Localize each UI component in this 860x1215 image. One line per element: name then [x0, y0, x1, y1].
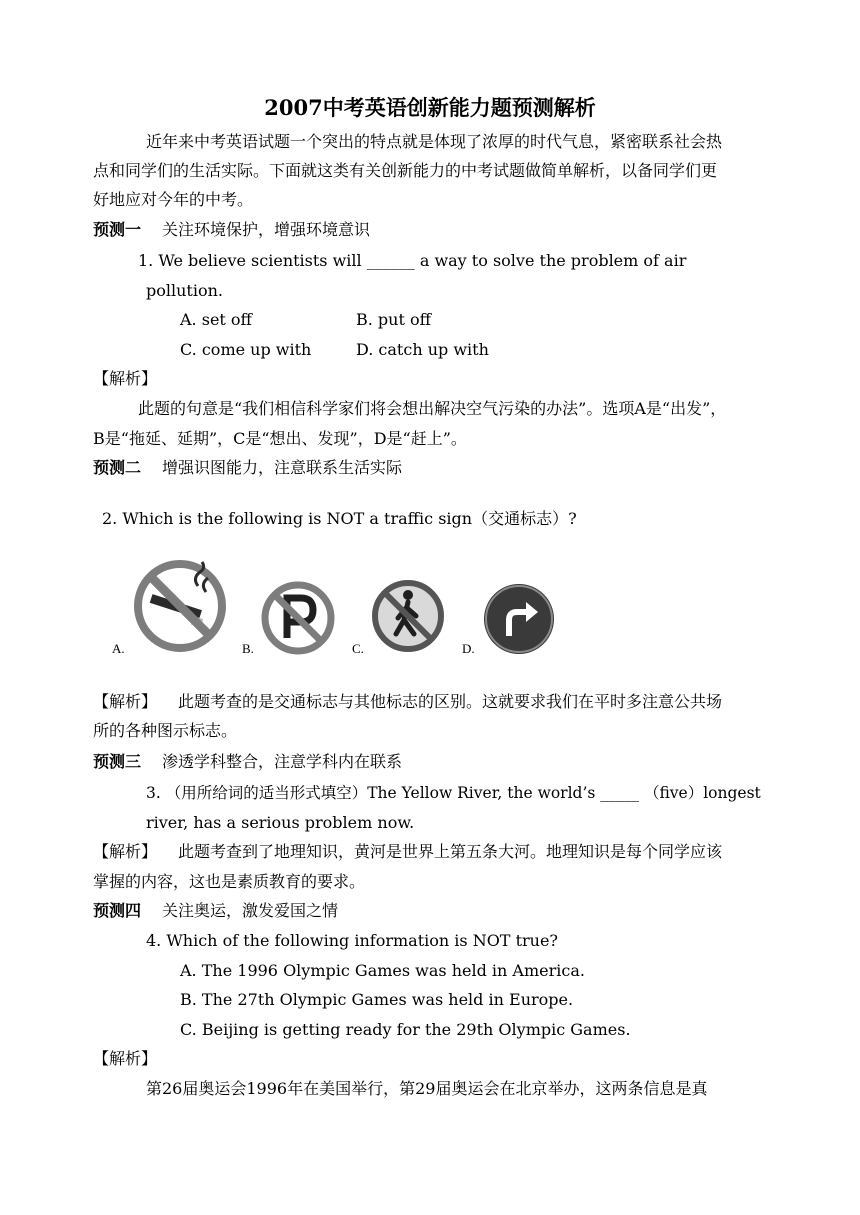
section2-topic: 增强识图能力，注意联系生活实际	[162, 458, 403, 477]
section3-heading: 预测三	[93, 752, 142, 771]
q3-line-1: 3. （用所给词的适当形式填空）The Yellow River, the world’s _____ （five）longest	[146, 784, 761, 802]
q2-text: 2. Which is the following is NOT a traffic sign（交通标志）?	[102, 509, 577, 528]
q1-option-a: A. set off	[180, 310, 252, 329]
page-title: 2007中考英语创新能力题预测解析	[264, 95, 596, 120]
section1-analysis-label: 【解析】	[93, 369, 158, 388]
q3-line-2: river, has a serious problem now.	[146, 813, 415, 832]
section1-analysis-line-2: B是“拖延、延期”，C是“想出、发现”，D是“赶上”。	[93, 429, 467, 448]
no-parking-icon	[260, 580, 336, 656]
section3-analysis-line-2: 掌握的内容，这也是素质教育的要求。	[93, 872, 366, 891]
q1-option-b: B. put off	[356, 310, 431, 329]
intro-line-3: 好地应对今年的中考。	[93, 190, 254, 209]
section4-heading: 预测四	[93, 901, 142, 920]
q1-line-2: pollution.	[146, 281, 223, 300]
intro-line-1: 近年来中考英语试题一个突出的特点就是体现了浓厚的时代气息，紧密联系社会热	[146, 132, 723, 151]
q2-option-label-c: C.	[352, 641, 364, 656]
intro-line-2: 点和同学们的生活实际。下面就这类有关创新能力的中考试题做简单解析，以备同学们更	[93, 161, 718, 180]
q4-text: 4. Which of the following information is NOT true?	[146, 931, 558, 950]
section1-topic: 关注环境保护，增强环境意识	[162, 220, 371, 239]
q2-option-label-b: B.	[242, 641, 254, 656]
q1-line-1: 1. We believe scientists will ______ a way to solve the problem of air	[138, 251, 687, 270]
turn-right-icon	[482, 582, 556, 656]
no-smoking-icon	[132, 558, 228, 654]
q2-option-label-d: D.	[462, 641, 475, 656]
q1-option-d: D. catch up with	[356, 340, 489, 359]
no-pedestrians-icon	[370, 578, 446, 654]
q4-option-c: C. Beijing is getting ready for the 29th Olympic Games.	[180, 1020, 631, 1039]
section1-analysis-line-1: 此题的句意是“我们相信科学家们将会想出解决空气污染的办法”。选项A是“出发”，	[138, 399, 727, 418]
section2-analysis-line-1: 此题考查的是交通标志与其他标志的区别。这就要求我们在平时多注意公共场	[178, 692, 723, 711]
q1-option-c: C. come up with	[180, 340, 312, 359]
section2-analysis-line-2: 所的各种图示标志。	[93, 721, 238, 740]
section3-topic: 渗透学科整合，注意学科内在联系	[162, 752, 403, 771]
section4-topic: 关注奥运，激发爱国之情	[162, 901, 339, 920]
section2-analysis-label: 【解析】	[93, 692, 158, 711]
q4-option-a: A. The 1996 Olympic Games was held in America.	[180, 961, 585, 980]
q4-option-b: B. The 27th Olympic Games was held in Europe.	[180, 990, 574, 1009]
section3-analysis-label: 【解析】	[93, 842, 158, 861]
section2-heading: 预测二	[93, 458, 142, 477]
section4-analysis-label: 【解析】	[93, 1049, 158, 1068]
section1-heading: 预测一	[93, 220, 142, 239]
section4-analysis-line-1: 第26届奥运会1996年在美国举行，第29届奥运会在北京举办，这两条信息是真	[146, 1079, 708, 1098]
section3-analysis-line-1: 此题考查到了地理知识，黄河是世界上第五条大河。地理知识是每个同学应该	[178, 842, 723, 861]
q2-option-label-a: A.	[112, 641, 125, 656]
